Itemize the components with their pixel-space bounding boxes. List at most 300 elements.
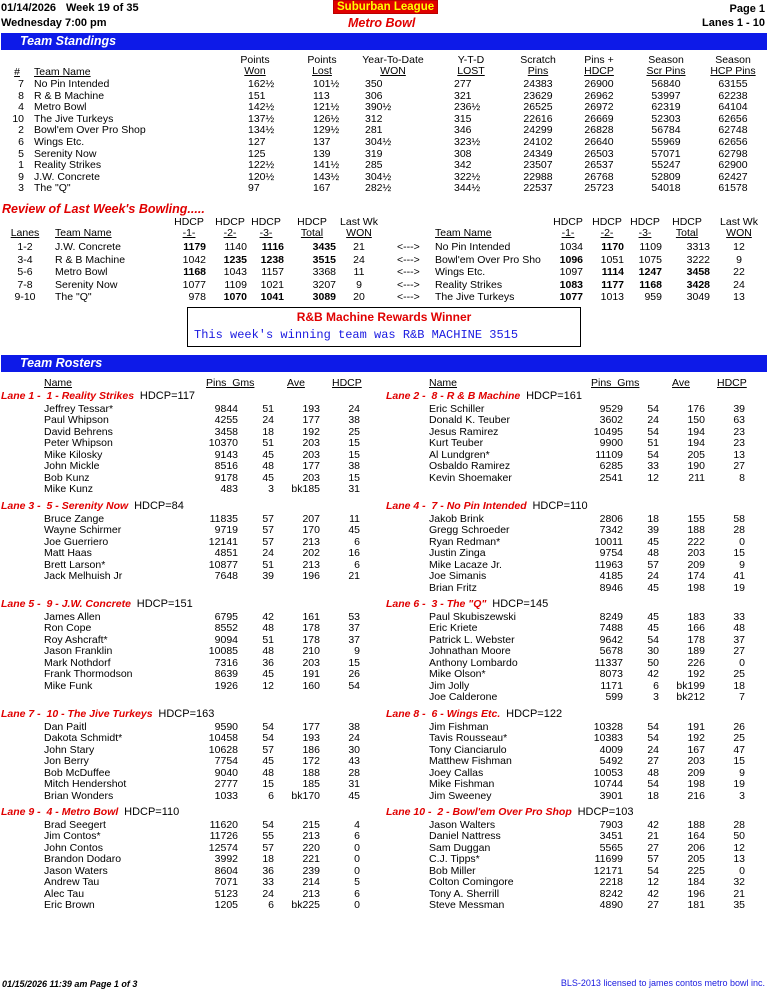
- player-average: 167: [687, 743, 705, 756]
- player-average: 189: [687, 645, 705, 658]
- standings-cell: 323½: [454, 136, 481, 148]
- team-header: [1, 708, 214, 720]
- team-hdcp: HDCP=122: [506, 708, 563, 720]
- standings-cell: 167: [313, 182, 331, 195]
- standings-header: Season HCP Pins: [710, 54, 756, 77]
- player-name: Osbaldo Ramirez: [429, 460, 511, 473]
- player-average: 183: [687, 611, 705, 623]
- player-pins: 3458: [214, 425, 238, 438]
- standings-cell: 10: [12, 112, 24, 125]
- standings-cell: 4: [18, 101, 24, 114]
- review-cell: 3458: [686, 266, 710, 278]
- player-pins: 8516: [214, 460, 238, 473]
- player-name: John Contos: [44, 841, 103, 854]
- player-average: 191: [302, 668, 320, 681]
- lane-label: Lane 8 -: [386, 708, 426, 720]
- player-name: Alec Tau: [44, 887, 85, 900]
- player-average: 211: [688, 471, 705, 484]
- player-pins: 5565: [599, 841, 623, 854]
- player-pins: 10495: [593, 425, 623, 438]
- player-average: 193: [302, 403, 320, 415]
- standings-cell: 137: [313, 136, 331, 148]
- player-name: Wayne Schirmer: [44, 524, 122, 537]
- player-average: 196: [302, 570, 320, 583]
- review-cell: 1051: [600, 253, 624, 266]
- player-games: 57: [262, 513, 274, 525]
- standings-cell: 22988: [523, 170, 553, 183]
- standings-cell: 127: [248, 136, 266, 148]
- player-pins: 7071: [214, 876, 238, 889]
- player-pins: 8604: [214, 864, 238, 877]
- standings-cell: 315: [454, 112, 472, 125]
- player-average: 239: [302, 864, 320, 877]
- player-name: Dakota Schmidt*: [44, 732, 123, 745]
- player-average: 196: [687, 887, 705, 900]
- player-average: 213: [302, 887, 320, 900]
- player-games: 45: [262, 668, 274, 681]
- player-pins: 10628: [208, 743, 238, 756]
- player-games: 45: [262, 471, 274, 484]
- player-games: 24: [262, 887, 274, 900]
- player-name: Matt Haas: [44, 547, 92, 560]
- player-average: bk212: [676, 691, 705, 704]
- lane-label: Lane 4 -: [386, 500, 426, 512]
- player-hdcp: 35: [733, 899, 745, 912]
- player-hdcp: 33: [733, 611, 745, 623]
- player-hdcp: 15: [348, 656, 360, 669]
- player-games: 6: [268, 789, 274, 802]
- review-header: HDCP -2-: [215, 216, 245, 239]
- standings-cell: 312: [365, 112, 383, 125]
- player-pins: 10370: [208, 437, 238, 450]
- review-cell: 3222: [686, 253, 710, 266]
- team-header: [386, 390, 582, 402]
- standings-cell: 121½: [313, 101, 340, 114]
- standings-cell: 24349: [523, 147, 553, 160]
- player-games: 45: [647, 622, 659, 635]
- player-name: Ron Cope: [44, 622, 92, 635]
- standings-cell: 26828: [584, 124, 614, 137]
- lane-label: Lane 9 -: [1, 806, 41, 818]
- standings-cell: 62798: [718, 147, 748, 160]
- player-pins: 4009: [599, 743, 623, 756]
- player-average: bk199: [676, 679, 705, 692]
- team-header: [1, 598, 193, 610]
- player-hdcp: 54: [348, 679, 360, 692]
- review-cell: 1114: [601, 266, 624, 278]
- player-name: Bob Kunz: [44, 471, 90, 484]
- player-games: 24: [262, 414, 274, 427]
- standings-cell: 24299: [523, 124, 553, 137]
- player-hdcp: 31: [348, 778, 360, 791]
- player-name: Gregg Schroeder: [429, 524, 510, 537]
- player-hdcp: 50: [733, 830, 745, 843]
- player-hdcp: 6: [354, 830, 360, 843]
- player-pins: 8639: [214, 668, 238, 681]
- player-pins: 10011: [594, 535, 623, 548]
- standings-cell: 126½: [313, 112, 340, 125]
- player-average: 191: [687, 721, 705, 733]
- player-name: Jim Sweeney: [429, 789, 492, 802]
- review-cell: 1168: [183, 266, 206, 278]
- review-team: Reality Strikes: [435, 278, 503, 291]
- player-average: 188: [302, 766, 320, 779]
- player-pins: 1033: [214, 789, 238, 802]
- player-hdcp: 32: [733, 876, 745, 889]
- player-name: Mike Olson*: [429, 668, 486, 681]
- team-name: J.W. Concrete: [34, 170, 100, 183]
- standings-cell: 282½: [365, 182, 392, 195]
- player-pins: 6285: [599, 460, 623, 473]
- day-time: Wednesday 7:00 pm: [1, 17, 107, 29]
- team-hdcp: HDCP=110: [532, 500, 588, 512]
- player-hdcp: 15: [733, 755, 745, 768]
- player-pins: 8073: [599, 668, 623, 681]
- player-name: Jim Fishman: [429, 721, 489, 733]
- player-name: Al Lundgren*: [429, 448, 490, 461]
- player-pins: 599: [605, 691, 623, 704]
- player-average: 155: [687, 513, 705, 525]
- player-average: 188: [687, 524, 705, 537]
- player-average: 226: [687, 656, 705, 669]
- player-average: 177: [302, 721, 320, 733]
- player-games: 55: [262, 830, 274, 843]
- player-games: 39: [262, 570, 274, 583]
- review-cell: 1-2: [17, 241, 33, 253]
- player-pins: 8552: [214, 622, 238, 635]
- standings-cell: 9: [18, 170, 24, 183]
- player-games: 42: [647, 668, 659, 681]
- review-cell: 978: [188, 291, 206, 303]
- standings-cell: 8: [18, 89, 24, 102]
- team-hdcp: HDCP=84: [134, 500, 184, 512]
- team-name: 9 - J.W. Concrete: [46, 598, 131, 610]
- player-games: 12: [647, 876, 659, 889]
- player-pins: 9094: [214, 633, 238, 646]
- player-games: 18: [262, 425, 274, 438]
- player-games: 54: [647, 778, 659, 791]
- player-games: 18: [647, 789, 659, 802]
- player-games: 27: [647, 899, 659, 912]
- player-average: 178: [302, 633, 320, 646]
- player-pins: 10877: [208, 558, 238, 571]
- player-games: 45: [262, 755, 274, 768]
- player-games: 30: [647, 645, 659, 658]
- roster-header: HDCP: [717, 377, 747, 389]
- player-pins: 1171: [600, 679, 623, 692]
- player-average: 221: [302, 853, 320, 866]
- player-hdcp: 45: [348, 789, 360, 802]
- player-pins: 9900: [599, 437, 623, 450]
- player-games: 48: [647, 766, 659, 779]
- player-games: 57: [262, 535, 274, 548]
- standings-header: Season Scr Pins: [646, 54, 686, 77]
- player-pins: 11726: [209, 830, 238, 843]
- player-hdcp: 23: [733, 425, 745, 438]
- player-pins: 4851: [214, 547, 238, 560]
- player-pins: 11620: [209, 819, 238, 831]
- player-games: 50: [647, 656, 659, 669]
- standings-cell: 113: [313, 89, 330, 102]
- review-team: Serenity Now: [55, 278, 118, 291]
- team-hdcp: HDCP=163: [158, 708, 215, 720]
- player-average: 203: [302, 448, 320, 461]
- player-average: 203: [302, 437, 320, 450]
- player-average: 185: [302, 778, 320, 791]
- player-hdcp: 27: [733, 460, 745, 473]
- standings-cell: 139: [313, 147, 331, 160]
- review-header: HDCP -2-: [592, 216, 622, 239]
- review-cell: 1177: [601, 278, 624, 291]
- player-games: 6: [653, 679, 659, 692]
- review-cell: 1021: [260, 278, 284, 291]
- review-header: HDCP -3-: [630, 216, 660, 239]
- review-cell: 24: [733, 278, 745, 291]
- player-name: Paul Skubiszewski: [429, 611, 516, 623]
- player-name: Joe Guerriero: [44, 535, 109, 548]
- standings-cell: 26972: [584, 101, 614, 114]
- player-name: Jason Franklin: [44, 645, 113, 658]
- player-games: 15: [262, 778, 274, 791]
- review-cell: 1075: [638, 253, 662, 266]
- player-hdcp: 16: [348, 547, 360, 560]
- review-title: Review of Last Week's Bowling.....: [2, 202, 205, 216]
- player-pins: 10328: [593, 721, 623, 733]
- player-games: 6: [268, 899, 274, 912]
- player-games: 57: [647, 853, 659, 866]
- player-games: 48: [262, 622, 274, 635]
- player-games: 51: [262, 437, 274, 450]
- player-name: Mike Kilosky: [44, 448, 103, 461]
- review-header: HDCP -1-: [553, 216, 583, 239]
- player-average: 209: [687, 558, 705, 571]
- rosters-bar: Team Rosters: [1, 355, 767, 372]
- player-pins: 10744: [593, 778, 623, 791]
- player-average: bk225: [291, 899, 320, 912]
- standings-cell: 26900: [584, 78, 614, 90]
- standings-cell: 137½: [248, 112, 275, 125]
- standings-cell: 1: [18, 159, 24, 172]
- player-hdcp: 5: [354, 876, 360, 889]
- player-pins: 11835: [209, 513, 238, 525]
- review-cell: 1168: [639, 278, 662, 291]
- review-cell: 5-6: [17, 266, 33, 278]
- player-pins: 9642: [599, 633, 623, 646]
- standings-cell: 125: [248, 147, 266, 160]
- standings-cell: 55969: [651, 136, 681, 148]
- player-games: 27: [647, 841, 659, 854]
- standings-cell: 26768: [584, 170, 614, 183]
- player-pins: 4890: [599, 899, 623, 912]
- player-name: Jesus Ramirez: [429, 425, 499, 438]
- player-hdcp: 25: [348, 425, 360, 438]
- player-games: 48: [262, 645, 274, 658]
- team-header: [1, 390, 195, 402]
- player-name: Jim Jolly: [429, 679, 470, 692]
- player-name: John Mickle: [44, 460, 100, 473]
- player-pins: 11699: [594, 853, 623, 866]
- player-games: 3: [268, 483, 274, 496]
- player-hdcp: 53: [348, 611, 360, 623]
- player-hdcp: 19: [733, 778, 745, 791]
- standings-cell: 304½: [365, 136, 392, 148]
- review-cell: 21: [353, 241, 365, 253]
- standings-cell: 346: [454, 124, 472, 137]
- player-average: 214: [302, 876, 320, 889]
- team-header: [386, 598, 548, 610]
- player-pins: 11337: [594, 656, 623, 669]
- player-hdcp: 37: [733, 633, 745, 646]
- player-games: 54: [262, 721, 274, 733]
- standings-cell: 162½: [248, 78, 275, 90]
- player-hdcp: 45: [348, 524, 360, 537]
- team-header: [386, 806, 634, 818]
- player-pins: 9178: [214, 471, 238, 484]
- standings-header: Pins + HDCP: [584, 54, 614, 77]
- player-hdcp: 38: [348, 414, 360, 427]
- player-pins: 3992: [214, 853, 238, 866]
- standings-cell: 304½: [365, 170, 392, 183]
- player-average: 164: [687, 830, 705, 843]
- team-name: 10 - The Jive Turkeys: [46, 708, 153, 720]
- player-average: 176: [687, 403, 705, 415]
- lane-label: Lane 5 -: [1, 598, 41, 610]
- player-name: John Stary: [44, 743, 95, 756]
- player-games: 24: [647, 570, 659, 583]
- player-pins: 6795: [214, 611, 238, 623]
- standings-cell: 26962: [584, 89, 614, 102]
- player-average: 207: [302, 513, 320, 525]
- player-name: Eric Brown: [44, 899, 95, 912]
- lane-label: Lane 1 -: [1, 390, 41, 402]
- player-games: 54: [647, 732, 659, 745]
- review-cell: 1247: [638, 266, 662, 278]
- team-name: 5 - Serenity Now: [46, 500, 129, 512]
- review-arrow: <--->: [397, 291, 420, 303]
- player-hdcp: 15: [348, 437, 360, 450]
- player-name: Eric Kriete: [429, 622, 478, 635]
- team-hdcp: HDCP=110: [124, 806, 180, 818]
- team-header: [386, 500, 588, 512]
- player-name: David Behrens: [44, 425, 113, 438]
- player-games: 42: [647, 819, 659, 831]
- roster-header: Pins Gms: [206, 377, 255, 389]
- standings-cell: 55247: [651, 159, 681, 172]
- player-name: Mitch Hendershot: [44, 778, 127, 791]
- review-cell: 1077: [182, 278, 206, 291]
- review-cell: 9: [736, 253, 742, 266]
- team-header: [386, 708, 562, 720]
- team-name: R & B Machine: [34, 89, 105, 102]
- team-hdcp: HDCP=103: [577, 806, 634, 818]
- player-hdcp: 27: [733, 645, 745, 658]
- team-name: Reality Strikes: [34, 159, 102, 172]
- player-name: Jack Melhuish Jr: [44, 570, 123, 583]
- player-games: 33: [262, 876, 274, 889]
- player-pins: 9719: [214, 524, 238, 537]
- player-games: 48: [647, 547, 659, 560]
- review-header: Team Name: [435, 227, 492, 239]
- review-cell: 1170: [601, 241, 624, 253]
- team-name: 4 - Metro Bowl: [46, 806, 119, 818]
- team-name: No Pin Intended: [34, 78, 110, 90]
- player-pins: 9143: [214, 448, 238, 461]
- standings-cell: 7: [18, 78, 24, 90]
- team-hdcp: HDCP=145: [492, 598, 549, 610]
- review-cell: 1034: [559, 241, 583, 253]
- player-average: 174: [687, 570, 705, 583]
- standings-cell: 57071: [651, 147, 681, 160]
- standings-cell: 134½: [248, 124, 275, 137]
- player-pins: 7903: [599, 819, 623, 831]
- standings-cell: 22537: [523, 182, 553, 195]
- player-hdcp: 24: [348, 732, 360, 745]
- player-average: 222: [687, 535, 705, 548]
- player-average: 184: [687, 876, 705, 889]
- player-average: 193: [302, 732, 320, 745]
- review-cell: 1070: [223, 291, 247, 303]
- player-average: 181: [687, 899, 705, 912]
- player-name: Tony A. Sherrill: [429, 887, 500, 900]
- player-hdcp: 15: [348, 448, 360, 461]
- player-name: Joey Callas: [429, 766, 484, 779]
- review-cell: 3207: [312, 278, 336, 291]
- player-average: 150: [687, 414, 705, 427]
- player-name: Patrick L. Webster: [429, 633, 515, 646]
- review-cell: 959: [644, 291, 662, 303]
- player-pins: 7648: [214, 570, 238, 583]
- player-average: 160: [302, 679, 320, 692]
- player-name: Jason Waters: [44, 864, 108, 877]
- player-games: 54: [647, 864, 659, 877]
- standings-cell: 52303: [651, 112, 681, 125]
- standings-cell: 62900: [718, 159, 748, 172]
- lane-label: Lane 2 -: [386, 390, 426, 402]
- standings-cell: 236½: [454, 101, 481, 114]
- league-name: Suburban League: [333, 1, 438, 13]
- player-pins: 483: [220, 483, 238, 496]
- player-average: 188: [687, 819, 705, 831]
- player-name: Brian Wonders: [44, 789, 114, 802]
- review-cell: 7-8: [17, 278, 33, 291]
- player-pins: 2777: [214, 778, 238, 791]
- player-games: 57: [647, 558, 659, 571]
- review-cell: 12: [733, 241, 745, 253]
- review-cell: 3368: [312, 266, 336, 278]
- player-hdcp: 48: [733, 622, 745, 635]
- player-average: 205: [687, 853, 705, 866]
- player-hdcp: 26: [348, 668, 360, 681]
- lane-label: Lane 10 -: [386, 806, 432, 818]
- standings-cell: 54018: [651, 182, 681, 195]
- standings-cell: 322½: [454, 170, 481, 183]
- standings-cell: 62656: [718, 136, 748, 148]
- review-cell: 1043: [223, 266, 247, 278]
- player-name: James Allen: [44, 611, 101, 623]
- roster-header: Name: [429, 377, 458, 389]
- player-average: 194: [687, 425, 705, 438]
- standings-cell: 26525: [523, 101, 553, 114]
- player-name: Colton Comingore: [429, 876, 514, 889]
- team-name: The "Q": [34, 182, 71, 195]
- player-pins: 9590: [214, 721, 238, 733]
- player-hdcp: 28: [733, 524, 745, 537]
- player-hdcp: 15: [733, 547, 745, 560]
- standings-cell: 22616: [523, 112, 553, 125]
- standings-header: Points Lost: [307, 54, 337, 77]
- player-pins: 10085: [208, 645, 238, 658]
- standings-cell: 24102: [523, 136, 553, 148]
